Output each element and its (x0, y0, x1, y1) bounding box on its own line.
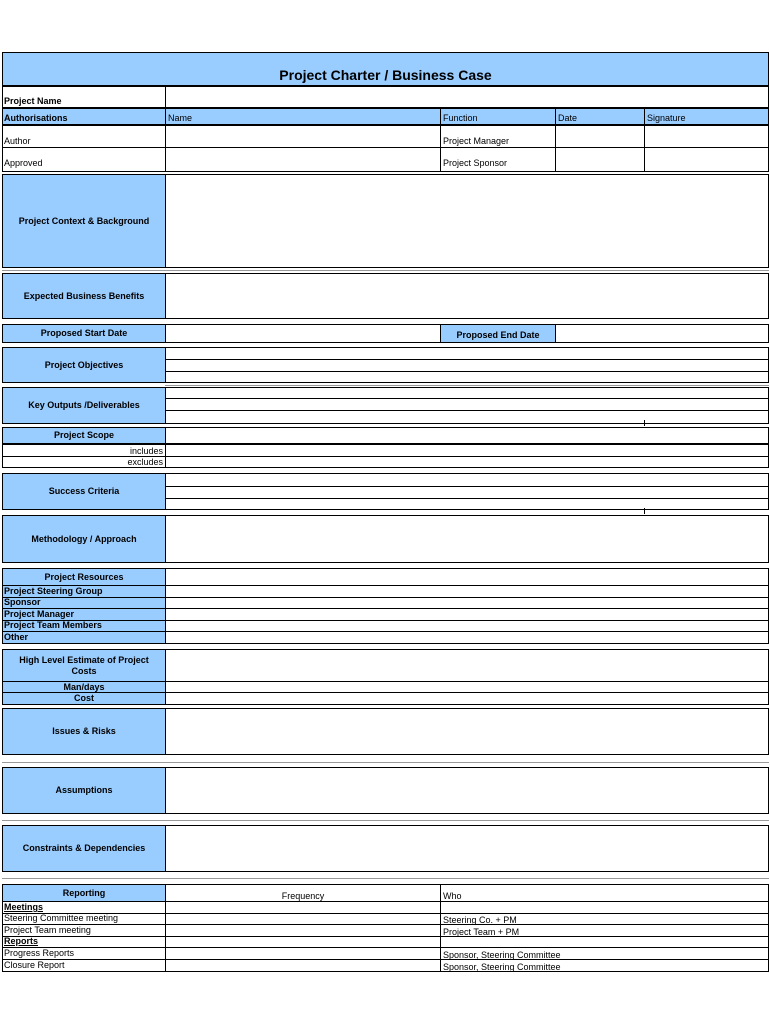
constraints-label: Constraints & Dependencies (2, 825, 166, 872)
scope-label: Project Scope (2, 427, 166, 444)
reporting-label: Reporting (62, 888, 106, 898)
issues-input[interactable] (165, 708, 769, 755)
steering-meeting-who: Steering Co. + PM (443, 915, 517, 925)
context-label: Project Context & Background (2, 174, 166, 268)
manager-label: Project Manager (4, 609, 75, 619)
team-meeting-label: Project Team meeting (4, 925, 91, 935)
page-title: Project Charter / Business Case (279, 67, 492, 83)
col-function-header: Function (443, 113, 478, 123)
end-date-label: Proposed End Date (440, 324, 556, 343)
objectives-label: Project Objectives (2, 347, 166, 383)
col-date-header: Date (558, 113, 578, 123)
closure-report-label: Closure Report (4, 960, 65, 970)
meetings-label: Meetings (4, 902, 44, 912)
benefits-label: Expected Business Benefits (2, 273, 166, 319)
success-input[interactable] (165, 473, 769, 510)
col-signature-header: Signature (647, 113, 686, 123)
context-input[interactable] (165, 174, 769, 268)
progress-reports-label: Progress Reports (4, 948, 75, 958)
steering-group-label: Project Steering Group (4, 586, 103, 596)
costs-label: High Level Estimate of Project Costs (19, 655, 149, 676)
project-name-input[interactable] (166, 87, 768, 107)
approved-name-input[interactable] (166, 148, 439, 171)
author-function: Project Manager (443, 136, 510, 146)
issues-label: Issues & Risks (2, 708, 166, 755)
sponsor-label: Sponsor (4, 597, 41, 607)
excludes-label: excludes (127, 457, 163, 467)
steering-meeting-label: Steering Committee meeting (4, 913, 119, 923)
start-date-label: Proposed Start Date (2, 324, 166, 343)
methodology-input[interactable] (165, 515, 769, 563)
authorisations-label: Authorisations (4, 113, 68, 123)
end-date-input[interactable] (555, 324, 769, 343)
constraints-input[interactable] (165, 825, 769, 872)
who-header: Who (443, 891, 462, 901)
costs-input[interactable] (166, 650, 768, 704)
objectives-input[interactable] (165, 347, 769, 383)
project-name-label: Project Name (4, 96, 62, 106)
team-meeting-who: Project Team + PM (443, 927, 520, 937)
methodology-label: Methodology / Approach (2, 515, 166, 563)
assumptions-label: Assumptions (2, 767, 166, 814)
approved-function: Project Sponsor (443, 158, 508, 168)
benefits-input[interactable] (165, 273, 769, 319)
resources-label: Project Resources (44, 572, 124, 582)
success-label: Success Criteria (2, 473, 166, 510)
other-label: Other (4, 632, 29, 642)
frequency-input[interactable] (166, 902, 439, 971)
scope-input[interactable] (165, 427, 769, 444)
assumptions-input[interactable] (165, 767, 769, 814)
progress-reports-who: Sponsor, Steering Committee (443, 950, 561, 960)
includes-input[interactable] (166, 445, 768, 455)
closure-report-who: Sponsor, Steering Committee (443, 962, 561, 972)
col-name-header: Name (168, 113, 193, 123)
frequency-header: Frequency (281, 891, 325, 901)
mandays-label: Man/days (63, 682, 105, 692)
outputs-label: Key Outputs /Deliverables (2, 387, 166, 424)
approved-label: Approved (4, 158, 43, 168)
team-members-label: Project Team Members (4, 620, 102, 630)
author-label: Author (4, 136, 31, 146)
author-name-input[interactable] (166, 126, 439, 146)
includes-label: includes (129, 446, 163, 456)
start-date-input[interactable] (165, 324, 441, 343)
resources-input[interactable] (166, 569, 768, 643)
cost-label: Cost (74, 693, 94, 703)
reports-label: Reports (4, 936, 39, 946)
outputs-input[interactable] (165, 387, 769, 424)
excludes-input[interactable] (166, 457, 768, 467)
